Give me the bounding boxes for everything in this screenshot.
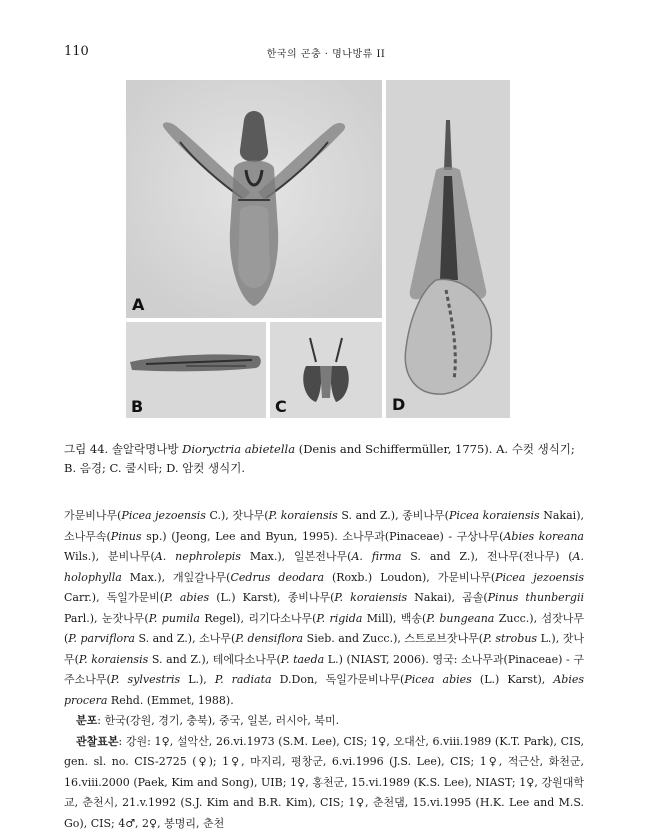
figure-caption (64, 440, 584, 478)
p1-segment: P. parviflora (68, 632, 135, 645)
p2-segment: 분포 (76, 714, 97, 727)
p1-segment: P. taeda (281, 653, 324, 666)
p1-segment: P. koraiensis (79, 653, 148, 666)
p1-segment: Regel), 리기다소나무( (200, 612, 316, 625)
p1-segment: P. bungeana (426, 612, 494, 625)
p1-segment: Picea koraiensis (449, 509, 540, 522)
figure-panel-b (126, 322, 266, 418)
p1-segment: Picea jezoensis (121, 509, 205, 522)
caption-rest: (Denis and Schiffermüller, 1775). A. 수컷 생식기; B. 음경; C. 쿨시타; D. 암컷 생식기. (64, 442, 575, 475)
p1-segment: L.), 잣나무( (64, 632, 584, 666)
p1-segment: P. pumila (149, 612, 200, 625)
p1-segment: D.Don, 독일가문비나무( (272, 673, 405, 686)
p1-segment: L.), (180, 673, 215, 686)
p3-segment: : 강원: 1♀, 설악산, 26.vi.1973 (S.M. Lee), CIS; 1♀, 오대산, 6.viii.1989 (K.T. Park), CIS, gen. sl. no. CIS-2725 (♀); 1♀, 마지리, 평창군, 6.vi.1996 (J.S. Lee), CIS; 1♀, 적근산, 화천군, 16.viii.2000 (Paek, Kim and Song), UIB; 1♀, 홍천군, 15.vi.1989 (K.S. Lee), NIAST; 1♀, 강원대학교, 춘천시, 21.v.1992 (S.J. Kim and B.R. Kim), CIS; 1♀, 춘천댐, 15.vi.1995 (H.K. Lee and M.S. Go), CIS; 4♂, 2♀, 봉명리, 춘천 (64, 735, 584, 830)
panel-label-c: C (275, 397, 287, 416)
p1-segment: P. rigida (316, 612, 362, 625)
figure-panel-d (386, 80, 510, 418)
p1-segment: (Roxb.) Loudon), 가문비나무( (324, 571, 495, 584)
p2-segment: : 한국(강원, 경기, 충북), 중국, 일본, 러시아, 북미. (97, 714, 339, 727)
p1-segment: P. radiata (215, 673, 272, 686)
panel-label-d: D (392, 395, 405, 414)
culcita-illustration (270, 322, 382, 418)
p1-segment: L.) (NIAST, 2006). 영국: 소나무과(Pinaceae) - 구주소나무( (64, 653, 584, 687)
p1-segment: Carr.), 독일가문비( (64, 591, 164, 604)
caption-prefix: 그림 44. 솔알락명나방 (64, 442, 182, 456)
p1-segment: Zucc.), 섬잣나무( (64, 612, 584, 646)
p1-segment: S. and Z.), 테에다소나무( (148, 653, 281, 666)
p1-segment: Abies koreana (503, 530, 584, 543)
p1-segment: P. abies (164, 591, 209, 604)
p1-segment: 가문비나무( (64, 509, 121, 522)
aedeagus-illustration (126, 322, 266, 418)
panel-label-a: A (132, 295, 144, 314)
p1-segment: (L.) Karst), (472, 673, 554, 686)
p1-segment: P. strobus (483, 632, 537, 645)
body-text (64, 506, 584, 834)
figure-panel-a (126, 80, 382, 318)
distribution-paragraph (64, 711, 584, 732)
p1-segment: A. firma (351, 550, 401, 563)
p1-segment: Sieb. and Zucc.), 스트로브잣나무( (303, 632, 483, 645)
p1-segment: S. and Z.), 소나무( (135, 632, 235, 645)
p1-segment: P. densiflora (235, 632, 303, 645)
p1-segment: A. holophylla (64, 550, 584, 584)
figure-panel-c (270, 322, 382, 418)
p1-segment: Pinus (111, 530, 142, 543)
material-examined-paragraph (64, 732, 584, 834)
running-header: 한국의 곤충 · 명나방류 II (0, 45, 652, 60)
p1-segment: Cedrus deodara (230, 571, 324, 584)
caption-species: Dioryctria abietella (182, 442, 295, 456)
p1-segment: S. and Z.), 종비나무( (338, 509, 449, 522)
p1-segment: Wils.), 분비나무( (64, 550, 155, 563)
p1-segment: Max.), 일본전나무( (241, 550, 352, 563)
p1-segment: S. and Z.), 전나무(전나무) ( (401, 550, 572, 563)
p1-segment: P. sylvestris (111, 673, 180, 686)
p1-segment: Max.), 개잎갈나무( (122, 571, 231, 584)
p1-segment: Picea jezoensis (495, 571, 584, 584)
panel-label-b: B (131, 397, 143, 416)
p1-segment: sp.) (Jeong, Lee and Byun, 1995). 소나무과(Pinaceae) - 구상나무( (142, 530, 504, 543)
p1-segment: P. koraiensis (334, 591, 407, 604)
p1-segment: Parl.), 눈잣나무( (64, 612, 149, 625)
p1-segment: P. koraiensis (269, 509, 338, 522)
page-number: 110 (64, 44, 89, 59)
p1-segment: Nakai), 소나무속( (64, 509, 584, 543)
p1-segment: Abies procera (64, 673, 584, 707)
p1-segment: Rehd. (Emmet, 1988). (107, 694, 233, 707)
p1-segment: Mill), 백송( (362, 612, 426, 625)
p1-segment: C.), 잣나무( (206, 509, 269, 522)
p1-segment: Pinus thunbergii (488, 591, 584, 604)
p1-segment: (L.) Karst), 종비나무( (209, 591, 334, 604)
p1-segment: Nakai), 곰솔( (407, 591, 487, 604)
male-genitalia-illustration (126, 80, 382, 318)
female-genitalia-illustration (386, 80, 510, 418)
p1-segment: Picea abies (404, 673, 472, 686)
p3-segment: 관찰표본 (76, 735, 119, 748)
host-plants-paragraph (64, 506, 584, 711)
p1-segment: A. nephrolepis (155, 550, 241, 563)
